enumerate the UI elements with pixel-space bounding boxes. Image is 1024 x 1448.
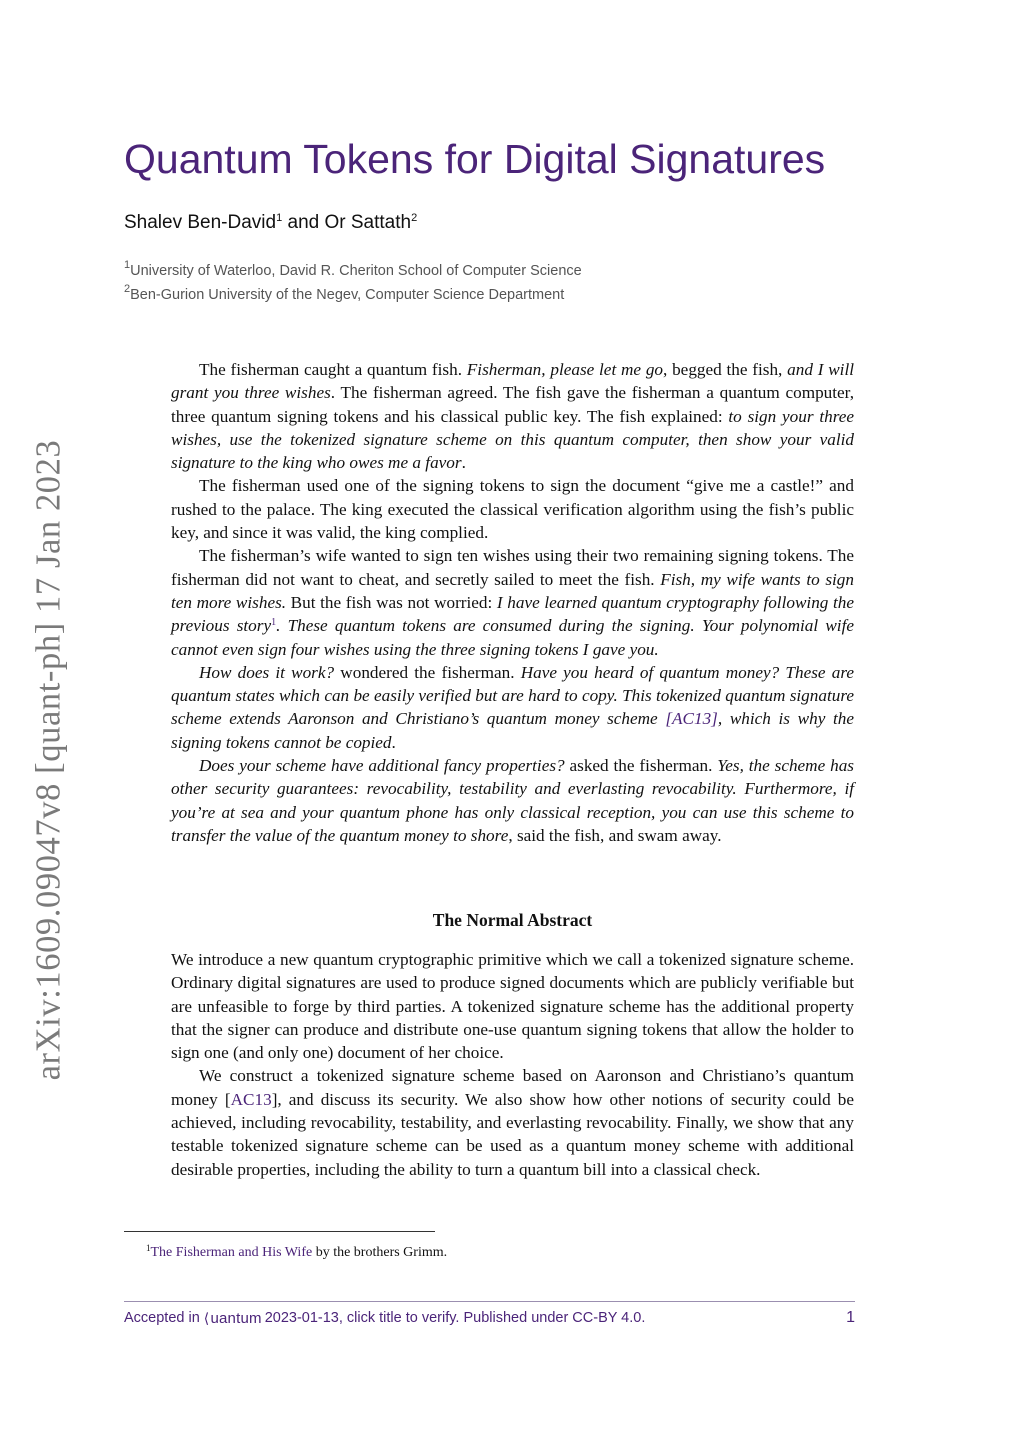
story-p4-italic-1: How does it work?	[199, 662, 335, 682]
author-1: Shalev Ben-David	[124, 212, 277, 233]
author-conjunction: and	[282, 212, 325, 233]
story-p5-italic-1: Does your scheme have additional fancy properties?	[199, 756, 565, 776]
story-p3-text-2: But the fish was not worried:	[286, 592, 497, 612]
story-paragraph-2: The fisherman used one of the signing tokens to sign the document “give me a castle!” and rushed to the palace. The king executed the classical verification algorithm using the fish’s public key, and since it was valid, the king complied.	[171, 476, 854, 543]
author-line	[124, 212, 417, 234]
footnote-1-text: by the brothers Grimm.	[312, 1245, 448, 1260]
story-paragraph-5	[171, 754, 854, 847]
story-p1-text-1: The fisherman caught a quantum fish.	[199, 360, 467, 379]
story-p1-text-2: , begged the fish,	[663, 360, 788, 379]
abstract-cite-close: ]	[271, 1089, 278, 1109]
footnote-divider	[124, 1231, 435, 1232]
page-number: 1	[846, 1309, 855, 1326]
story-p3-italic-1: Fish, my wife wants to sign ten more wishes.	[171, 569, 854, 612]
footer-publication-info: 2023-01-13, click title to verify. Published under CC-BY 4.0.	[264, 1310, 646, 1326]
affiliation-2	[124, 283, 565, 303]
footer-accepted-label: Accepted in	[124, 1310, 200, 1326]
story-p1-italic-3: to sign your three wishes, use the tokenized signature scheme on this quantum computer, then show your valid signature to the king who owes me a favor	[171, 406, 855, 473]
arxiv-identifier: arXiv:1609.09047v8 [quant-ph] 17 Jan 2023	[29, 439, 68, 1081]
abstract-p2-text-2: , and discuss its security. We also show how other notions of security could be achieved, including revocability, testability, and everlasting revocability. Finally, we show that any testable tokenized signature scheme can be used as a quantum money scheme with additional desirable properties, including the ability to turn a quantum bill into a classical check.	[171, 1089, 854, 1179]
footer-verify-link[interactable]	[124, 1310, 645, 1327]
abstract-p2-text-1: We construct a tokenized signature scheme based on Aaronson and Christiano’s quantum money	[171, 1066, 854, 1109]
story-p1-italic-1: Fisherman, please let me go	[466, 360, 664, 379]
affiliation-2-mark: 2	[124, 283, 131, 295]
affiliation-1-mark: 1	[124, 259, 131, 271]
citation-ac13-link[interactable]	[665, 709, 718, 728]
arxiv-side-stamp	[29, 439, 68, 1081]
abstract-paragraph-2	[171, 1064, 854, 1180]
story-paragraph-1	[171, 358, 854, 474]
page-footer	[124, 1309, 855, 1327]
affiliation-2-text: Ben-Gurion University of the Negev, Computer Science Department	[130, 287, 565, 303]
quantum-logo-icon: ⟨	[203, 1309, 210, 1326]
abstract-heading: The Normal Abstract	[432, 910, 593, 930]
story-p4-text-2: .	[391, 732, 396, 752]
abstract-paragraph-1: We introduce a new quantum cryptographic primitive which we call a tokenized signature scheme. Ordinary digital signatures are used to produce signed documents which are publicly verifiable but are unfeasible to forge by third parties. A tokenized signature scheme has the additional property that the signer can produce and distribute one-use quantum signing tokens that allow the holder to sign one (and only one) document of her choice.	[171, 950, 854, 1063]
story-p4-italic-3: , which is why the signing tokens cannot be copied	[171, 709, 854, 752]
footnote-1-link[interactable]: The Fisherman and His Wife	[150, 1245, 313, 1260]
footnote-ref-1-mark: 1	[271, 617, 277, 629]
story-p1-text-3: . The fisherman agreed. The fish gave the fisherman a quantum computer, three quantum signing tokens and his classical public key. The fish explained:	[171, 383, 854, 426]
story-p1-italic-2: and I will grant you three wishes	[171, 360, 854, 403]
story-p5-text-2: , said the fish, and swam away.	[508, 825, 722, 845]
footer-divider	[124, 1301, 855, 1302]
story-p5-text-1: asked the fisherman.	[564, 756, 718, 776]
story-p3-italic-3: . These quantum tokens are consumed during the signing. Your polynomial wife cannot even sign four wishes using the three signing tokens I gave you.	[171, 616, 854, 659]
citation-ac13-link-2[interactable]: AC13	[230, 1089, 272, 1109]
story-p4-text-1: wondered the fisherman.	[334, 662, 521, 682]
story-paragraph-4	[171, 661, 854, 754]
normal-abstract	[171, 948, 854, 1181]
affiliation-1-text: University of Waterloo, David R. Cheriton School of Computer Science	[130, 263, 582, 279]
author-1-affil-mark: 1	[276, 212, 283, 224]
citation-ac13-label: [AC13]	[665, 709, 718, 729]
quantum-logo-text: uantum	[210, 1309, 262, 1327]
story-abstract	[171, 358, 854, 847]
paper-title[interactable]: Quantum Tokens for Digital Signatures	[124, 136, 826, 182]
story-p3-italic-2: I have learned quantum cryptography following the previous story	[171, 592, 854, 636]
story-p3-text-1: The fisherman’s wife wanted to sign ten wishes using their two remaining signing tokens. The fisherman did not want to cheat, and secretly sailed to meet the fish.	[171, 546, 854, 589]
story-paragraph-3	[171, 544, 854, 660]
story-p5-italic-2: Yes, the scheme has other security guarantees: revocability, testability and everlasting revocability. Furthermore, if you’re at sea and your quantum phone has only classical reception, you can use this scheme to transfer the value of the quantum money to shore	[171, 756, 854, 845]
abstract-cite-open: [	[224, 1089, 231, 1109]
footnote-1-mark: 1	[146, 1243, 151, 1253]
story-p4-italic-2: Have you heard of quantum money? These are quantum states which can be easily verified but are hard to copy. This tokenized quantum signature scheme extends Aaronson and Christiano’s quantum money scheme	[171, 662, 854, 729]
footnote-1	[146, 1245, 447, 1261]
quantum-journal-logo	[204, 1310, 262, 1327]
author-2-affil-mark: 2	[411, 212, 418, 224]
story-p1-text-4: .	[461, 453, 466, 473]
affiliation-1	[124, 259, 582, 279]
author-2: Or Sattath	[324, 212, 412, 233]
